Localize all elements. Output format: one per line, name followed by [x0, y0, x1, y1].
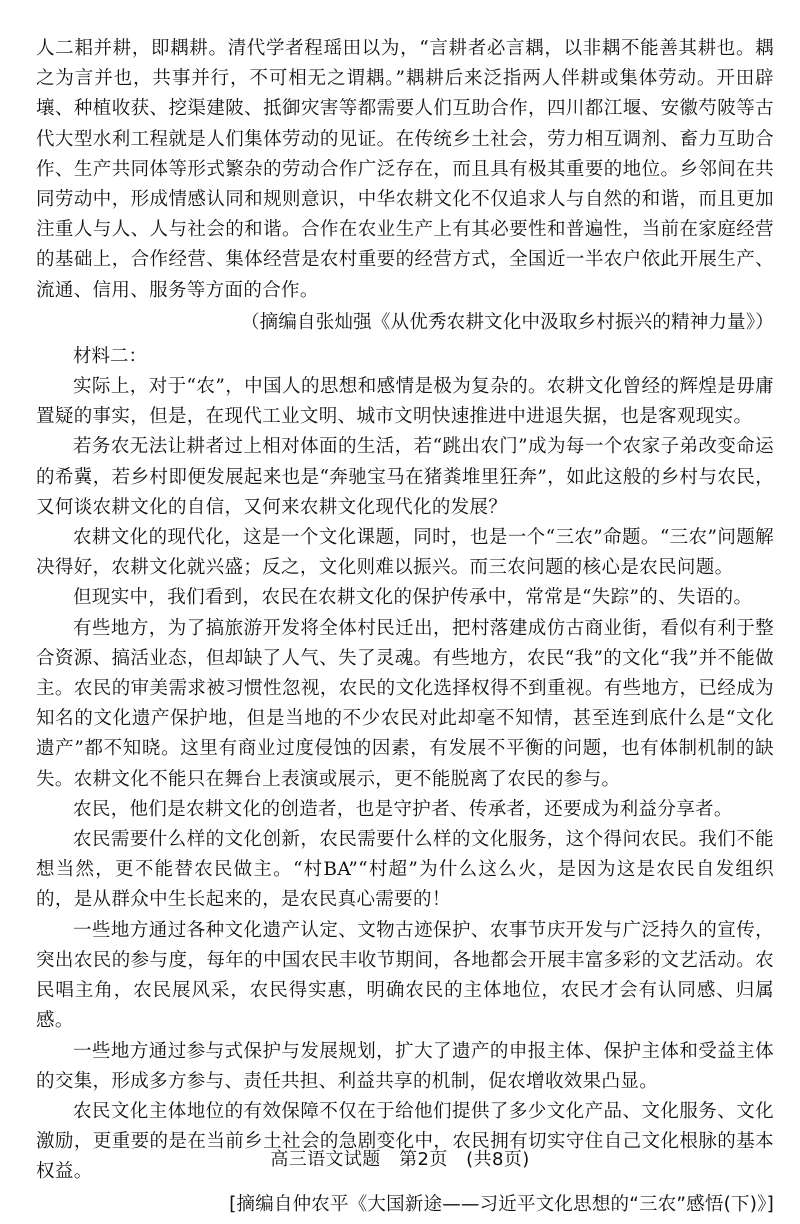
material2-paragraph: 农民文化主体地位的有效保障不仅在于给他们提供了多少文化产品、文化服务、文化激励，更重要的是在当前乡土社会的急剧变化中，农民拥有切实守住自己文化根脉的基本权益。: [36, 1100, 774, 1183]
page-footer: 高三语文试题 第2页 (共8页): [270, 1149, 530, 1170]
material2-paragraph: 但现实中，我们看到，农民在农耕文化的保护传承中，常常是“失踪”的、失语的。: [73, 587, 753, 609]
material2-paragraph: 有些地方，为了搞旅游开发将全体村民迁出，把村落建成仿古商业街，看似有利于整合资源、搞活业态，但却缺了人气、失了灵魂。有些地方，农民“我”的文化“我”并不能做主。农民的审美需求被习惯性忽视，农民的文化选择权得不到重视。有些地方，已经成为知名的文化遗产保护地，但是当地的不少农民对此却毫不知情，甚至连到底什么是“文化遗产”都不知晓。这里有商业过度侵蚀的因素，有发展不平衡的问题，也有体制机制的缺失。农耕文化不能只在舞台上表演或展示，更不能脱离了农民的参与。: [36, 617, 774, 790]
material2-heading: 材料二：: [73, 345, 148, 367]
material1-paragraph-end: 人二耜并耕，即耦耕。清代学者程瑶田以为，“言耕者必言耦，以非耦不能善其耕也。耦之为言并也，共事并行，不可相无之谓耦。”耦耕后来泛指两人伴耕或集体劳动。开田辟壤、种植收获、挖渠建陂、抵御灾害等都需要人们互助合作，四川都江堰、安徽芍陂等古代大型水利工程就是人们集体劳动的见证。在传统乡土社会，劳力相互调剂、畜力互助合作、生产共同体等形式繁杂的劳动合作广泛存在，而且具有极其重要的地位。乡邻间在共同劳动中，形成情感认同和规则意识，中华农耕文化不仅追求人与自然的和谐，而且更加注重人与人、人与社会的和谐。合作在农业生产上有其必要性和普遍性，当前在家庭经营的基础上，合作经营、集体经营是农村重要的经营方式，全国近一半农户依此开展生产、流通、信用、服务等方面的合作。: [36, 38, 774, 301]
material2-paragraph: 农耕文化的现代化，这是一个文化课题，同时，也是一个“三农”命题。“三农”问题解决得好，农耕文化就兴盛；反之，文化则难以振兴。而三农问题的核心是农民问题。: [36, 527, 774, 579]
material2-paragraph: 农民需要什么样的文化创新，农民需要什么样的文化服务，这个得问农民。我们不能想当然，更不能替农民做主。“村BA”“村超”为什么这么火，是因为这是农民自发组织的，是从群众中生长起来的，是农民真心需要的！: [36, 829, 774, 911]
material2-paragraph: 若务农无法让耕者过上相对体面的生活，若“跳出农门”成为每一个农家子弟改变命运的希冀，若乡村即便发展起来也是“奔驰宝马在猪粪堆里狂奔”，如此这般的乡村与农民，又何谈农耕文化的自信，又何来农耕文化现代化的发展？: [36, 436, 774, 518]
material2-source: [摘编自仲农平《大国新途——习近平文化思想的“三农”感悟(下)》]: [229, 1193, 774, 1215]
material2-paragraph: 一些地方通过各种文化遗产认定、文物古迹保护、农事节庆开发与广泛持久的宣传，突出农民的参与度，每年的中国农民丰收节期间，各地都会开展丰富多彩的文艺活动。农民唱主角，农民展风采，农民得实惠，明确农民的主体地位，农民才会有认同感、归属感。: [36, 919, 774, 1032]
material2-paragraph: 农民，他们是农耕文化的创造者，也是守护者、传承者，还要成为利益分享者。: [73, 798, 733, 820]
material2-paragraph: 一些地方通过参与式保护与发展规划，扩大了遗产的申报主体、保护主体和受益主体的交集，形成多方参与、责任共担、利益共享的机制，促农增收效果凸显。: [36, 1040, 774, 1092]
material2-paragraph: 实际上，对于“农”，中国人的思想和感情是极为复杂的。农耕文化曾经的辉煌是毋庸置疑的事实，但是，在现代工业文明、城市文明快速推进中进退失据，也是客观现实。: [36, 376, 774, 428]
exam-page: [36, 34, 774, 1224]
material1-source: （摘编自张灿强《从优秀农耕文化中汲取乡村振兴的精神力量》）: [240, 311, 774, 333]
